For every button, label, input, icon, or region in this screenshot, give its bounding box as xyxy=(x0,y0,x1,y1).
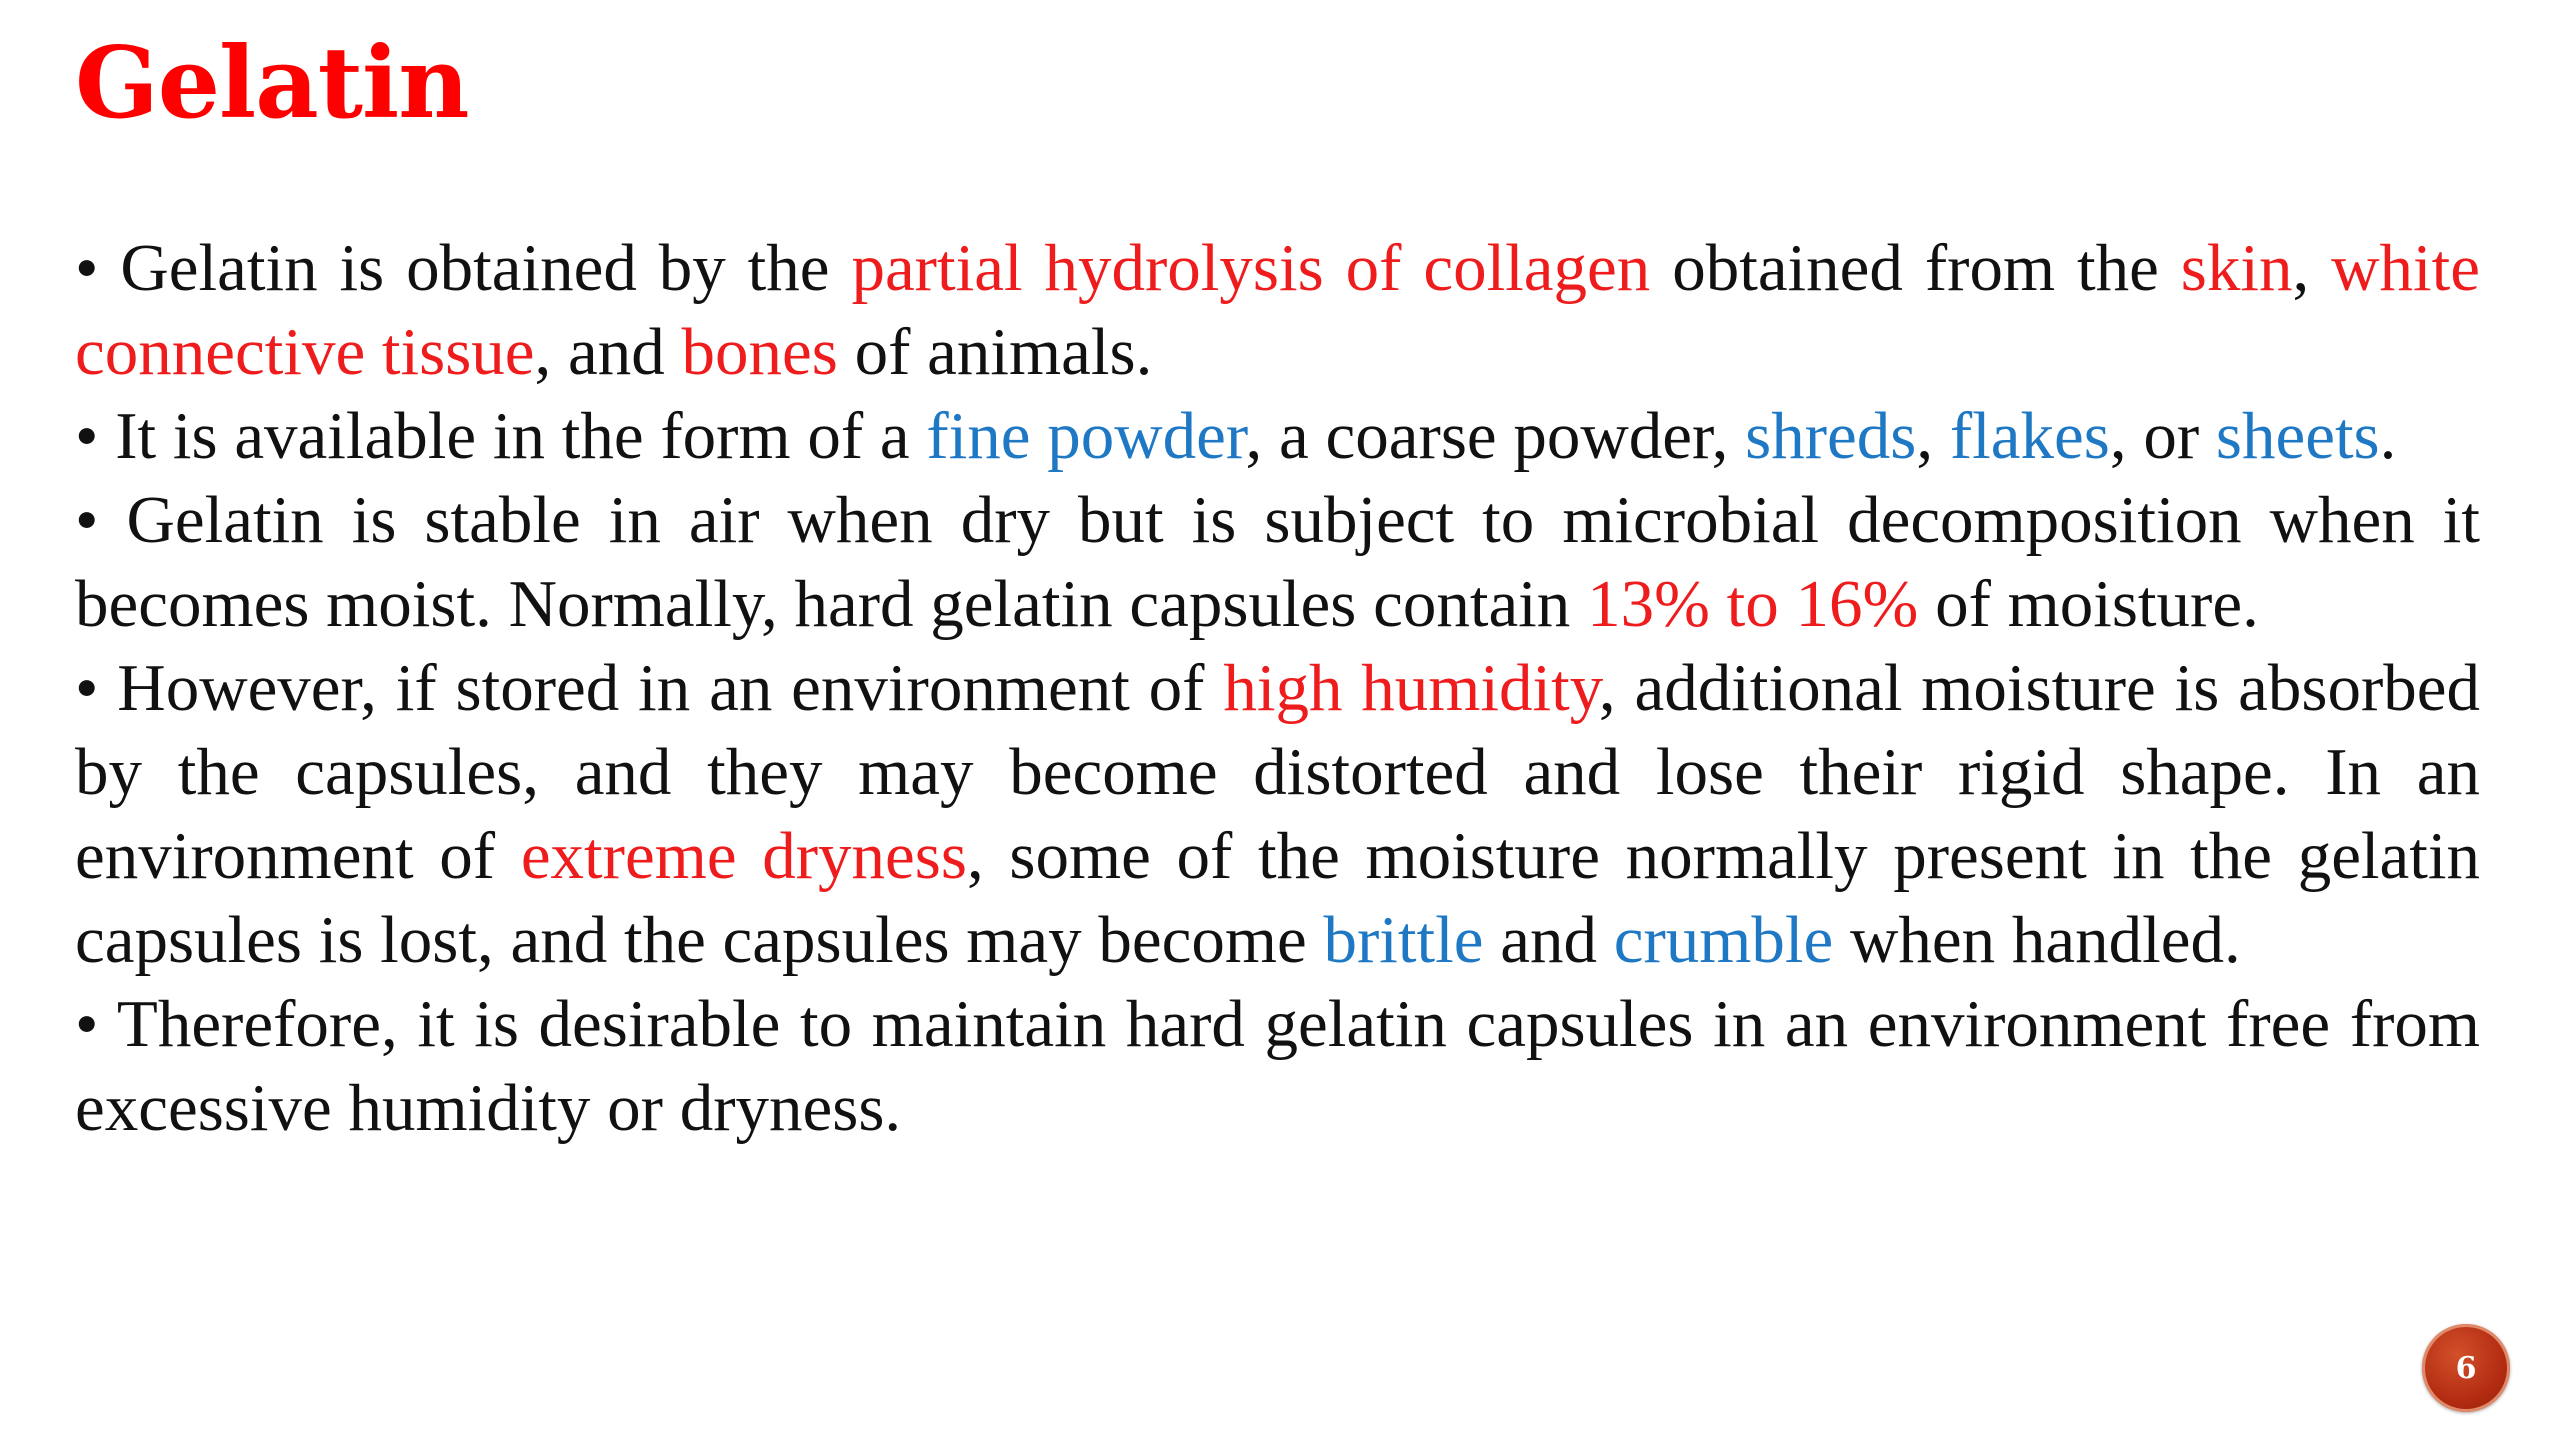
highlight-red: skin xyxy=(2180,231,2293,305)
highlight-blue: shreds xyxy=(1745,399,1917,473)
highlight-red: partial hydrolysis of collagen xyxy=(851,231,1651,305)
bullet-item xyxy=(75,982,2480,1150)
slide-title: Gelatin xyxy=(75,26,469,141)
highlight-blue: flakes xyxy=(1949,399,2110,473)
bullet-text: and xyxy=(1483,903,1614,977)
highlight-red: high humidity xyxy=(1223,651,1599,725)
bullet-text: , some of the moisture normally present in the gelatin capsules is lost, and the capsules may become xyxy=(75,819,2481,977)
bullet-text: • Gelatin is stable in air when dry but is subject to microbial decomposition when it becomes moist. Normally, hard gelatin capsules contain xyxy=(75,483,2480,641)
highlight-red: white connective tissue xyxy=(75,231,2480,389)
bullet-item xyxy=(75,478,2480,646)
bullet-text: of moisture. xyxy=(1918,567,2259,641)
highlight-blue: sheets xyxy=(2215,399,2380,473)
bullet-text: . xyxy=(2379,399,2397,473)
highlight-red: extreme dryness xyxy=(520,819,967,893)
highlight-red: bones xyxy=(681,315,838,389)
bullet-item xyxy=(75,226,2480,394)
bullet-text: of animals. xyxy=(837,315,1153,389)
highlight-blue: fine powder xyxy=(926,399,1246,473)
bullet-item xyxy=(75,646,2480,982)
bullet-text: , xyxy=(2292,231,2332,305)
bullet-text: , additional moisture is absorbed by the capsules, and they may become distorted and lose their rigid shape. In an environment of xyxy=(75,651,2480,893)
highlight-blue: crumble xyxy=(1613,903,1834,977)
bullet-text: • However, if stored in an environment of xyxy=(75,651,1224,725)
bullet-text: obtained from the xyxy=(1650,231,2181,305)
bullet-text: when handled. xyxy=(1833,903,2241,977)
bullet-text: • Therefore, it is desirable to maintain hard gelatin capsules in an environment free from excessive humidity or dryness. xyxy=(75,987,2480,1145)
bullet-item xyxy=(75,394,2480,478)
bullet-text: , xyxy=(1916,399,1950,473)
highlight-blue: brittle xyxy=(1323,903,1484,977)
bullet-text: , a coarse powder, xyxy=(1245,399,1746,473)
bullet-text: • It is available in the form of a xyxy=(75,399,927,473)
bullet-text: , or xyxy=(2109,399,2216,473)
page-number: 6 xyxy=(2455,1350,2477,1386)
bullet-text: • Gelatin is obtained by the xyxy=(75,231,852,305)
highlight-red: 13% to 16% xyxy=(1587,567,1919,641)
bullet-text: , and xyxy=(534,315,682,389)
bullet-list xyxy=(75,226,2480,1150)
page-number-badge xyxy=(2422,1324,2510,1412)
